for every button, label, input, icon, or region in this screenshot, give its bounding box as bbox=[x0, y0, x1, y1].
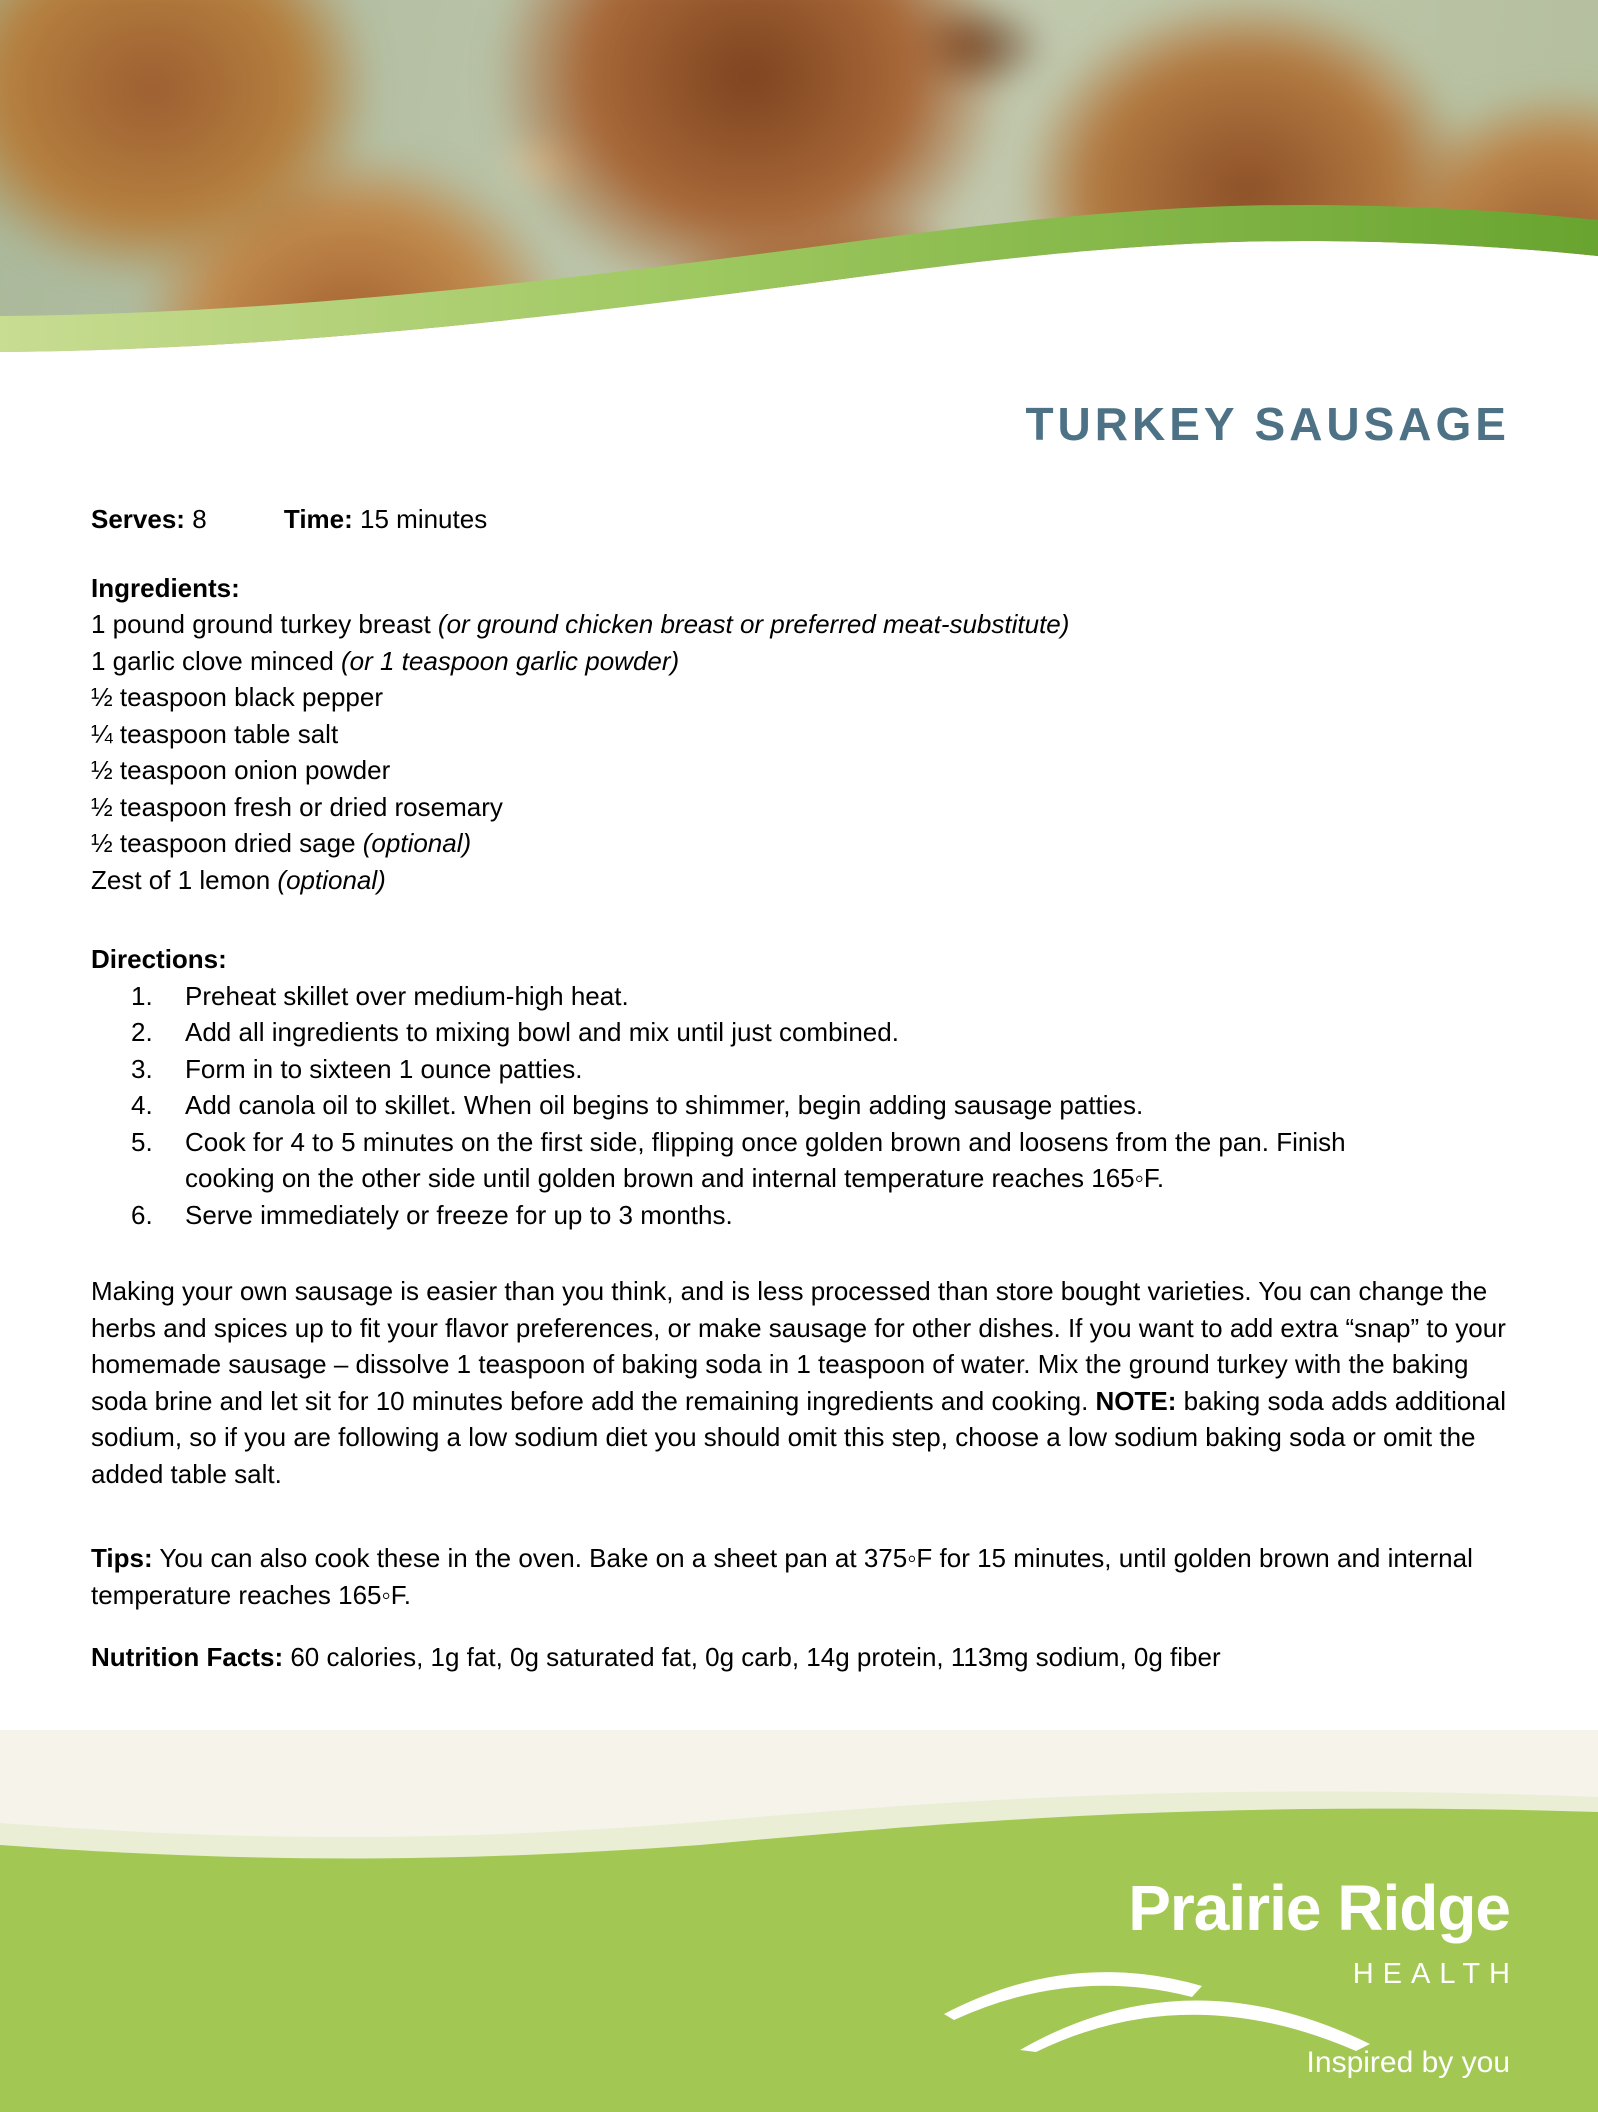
ingredient-item: ½ teaspoon black pepper bbox=[91, 682, 383, 712]
ingredient-item: ¼ teaspoon table salt bbox=[91, 718, 339, 749]
serves-time-line bbox=[91, 501, 1510, 538]
brand-health-label: HEALTH bbox=[1352, 1958, 1519, 1990]
ingredients-heading: Ingredients: bbox=[91, 572, 240, 603]
brand-name: Prairie Ridge bbox=[1128, 1872, 1510, 1944]
nutrition-label: Nutrition Facts: bbox=[91, 1642, 284, 1672]
direction-step: 5. Cook for 4 to 5 minutes on the first side, flipping once golden brown and loosens from the pan. Finish cooking on the other side until golden brown and internal temperature reaches 165◦F. bbox=[131, 1126, 1346, 1193]
directions-heading: Directions: bbox=[91, 944, 227, 974]
time-value: 15 minutes bbox=[360, 504, 488, 534]
brand-swoosh-icon bbox=[942, 1952, 1382, 2052]
brand-block bbox=[990, 1730, 1519, 2112]
ingredient-item: 1 pound ground turkey breast (or ground chicken breast or preferred meat-substitute) bbox=[91, 609, 1070, 639]
footer bbox=[0, 1730, 1598, 2112]
nutrition-paragraph: Nutrition Facts: 60 calories, 1g fat, 0g saturated fat, 0g carb, 14g protein, 113mg sodium, 0g fiber bbox=[91, 1642, 1221, 1672]
serves-value: 8 bbox=[192, 504, 207, 534]
tips-label: Tips: bbox=[91, 1543, 153, 1573]
ingredient-item: 1 garlic clove minced (or 1 teaspoon garlic powder) bbox=[91, 645, 680, 676]
directions-list bbox=[91, 978, 1421, 1234]
tips-paragraph: Tips: You can also cook these in the oven. Bake on a sheet pan at 375◦F for 15 minutes, until golden brown and internal temperature reaches 165◦F. bbox=[91, 1543, 1473, 1610]
ingredient-item: Zest of 1 lemon (optional) bbox=[91, 864, 386, 895]
note-label: NOTE: bbox=[1095, 1385, 1177, 1416]
ingredient-item: ½ teaspoon onion powder bbox=[91, 755, 391, 785]
description-paragraph: Making your own sausage is easier than you think, and is less processed than store bought varieties. You can change the herbs and spices up to fit your flavor preferences, or make sausage for other dishes. If you want to add extra “snap” to your homemade sausage – dissolve 1 teaspoon of baking soda in 1 teaspoon of water. Mix the ground turkey with the baking soda brine and let sit for 10 minutes before add the remaining ingredients and cooking. NOTE: baking soda adds additional sodium, so if you are following a low sodium diet you should omit this step, choose a low sodium baking soda or omit the added table salt. bbox=[91, 1276, 1507, 1489]
header bbox=[0, 0, 1598, 365]
ingredients-list bbox=[91, 606, 1510, 898]
time-label: Time: bbox=[283, 504, 353, 534]
direction-step: 1. Preheat skillet over medium-high heat. bbox=[131, 980, 629, 1011]
page-title: TURKEY SAUSAGE bbox=[1025, 398, 1510, 450]
serves-label: Serves: bbox=[91, 504, 185, 534]
recipe-content bbox=[0, 398, 1598, 1676]
ingredient-item: ½ teaspoon fresh or dried rosemary bbox=[91, 791, 503, 822]
header-green-wave bbox=[0, 0, 1598, 365]
brand-tagline: Inspired by you bbox=[1306, 2046, 1510, 2079]
ingredient-item: ½ teaspoon dried sage (optional) bbox=[91, 828, 472, 858]
direction-step: 4. Add canola oil to skillet. When oil begins to shimmer, begin adding sausage patties. bbox=[131, 1090, 1144, 1120]
direction-step: 6. Serve immediately or freeze for up to 3 months. bbox=[131, 1199, 733, 1230]
direction-step: 3. Form in to sixteen 1 ounce patties. bbox=[131, 1053, 583, 1084]
direction-step: 2. Add all ingredients to mixing bowl and mix until just combined. bbox=[131, 1017, 899, 1047]
